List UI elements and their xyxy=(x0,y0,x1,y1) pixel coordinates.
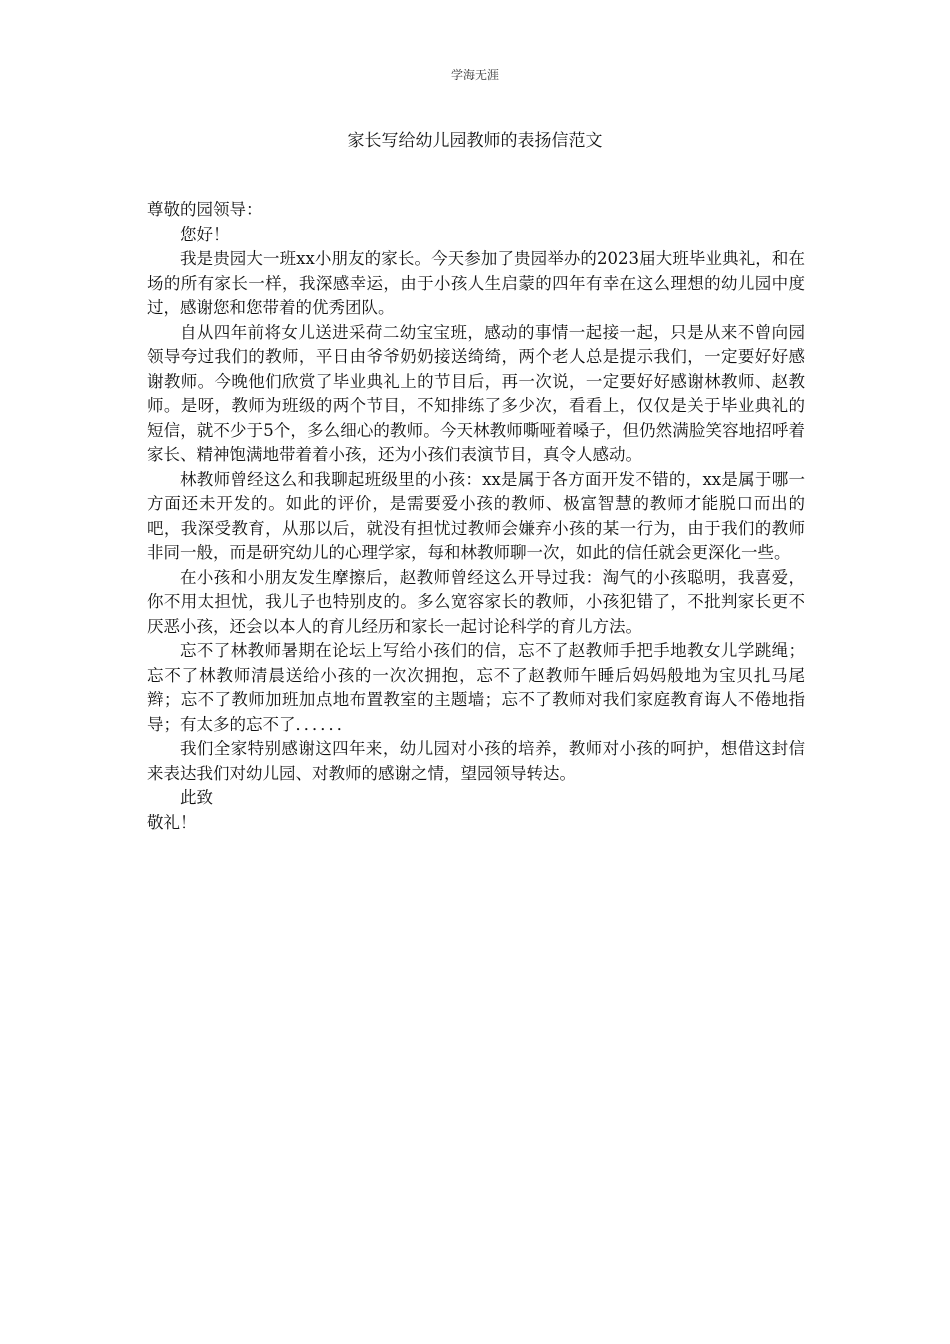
paragraph-4: 在小孩和小朋友发生摩擦后，赵教师曾经这么开导过我：淘气的小孩聪明，我喜爱，你不用太担忧，我儿子也特别皮的。多么宽容家长的教师，小孩犯错了，不批判家长更不厌恶小孩，还会以本人的育儿经历和家长一起讨论科学的育儿方法。 xyxy=(147,567,805,636)
paragraph-6: 我们全家特别感谢这四年来，幼儿园对小孩的培养，教师对小孩的呵护，想借这封信来表达我们对幼儿园、对教师的感谢之情，望园领导转达。 xyxy=(147,739,805,783)
paragraph-1: 我是贵园大一班xx小朋友的家长。今天参加了贵园举办的2023届大班毕业典礼，和在场的所有家长一样，我深感幸运，由于小孩人生启蒙的四年有幸在这么理想的幼儿园中度过，感谢您和您带着的优秀团队。 xyxy=(147,249,805,317)
greeting: 您好！ xyxy=(180,224,230,244)
closing-line-1: 此致 xyxy=(180,788,213,807)
salutation: 尊敬的园领导： xyxy=(147,200,263,219)
paragraph-3: 林教师曾经这么和我聊起班级里的小孩：xx是属于各方面开发不错的，xx是属于哪一方面还未开发的。如此的评价，是需要爱小孩的教师、极富智慧的教师才能脱口而出的吧，我深受教育，从那以后，就没有担忧过教师会嫌弃小孩的某一行为，由于我们的教师非同一般，而是研究幼儿的心理学家，每和林教师聊一次，如此的信任就会更深化一些。 xyxy=(147,469,805,562)
document-title: 家长写给幼儿园教师的表扬信范文 xyxy=(347,131,603,151)
page-header: 学海无涯 xyxy=(450,68,499,82)
closing-line-2: 敬礼！ xyxy=(147,812,197,832)
letter-body xyxy=(147,198,805,835)
paragraph-5: 忘不了林教师暑期在论坛上写给小孩们的信，忘不了赵教师手把手地教女儿学跳绳；忘不了林教师清晨送给小孩的一次次拥抱，忘不了赵教师午睡后妈妈般地为宝贝扎马尾辫；忘不了教师加班加点地布置教室的主题墙；忘不了教师对我们家庭教育诲人不倦地指导；有太多的忘不了．．．．．． xyxy=(147,641,805,734)
paragraph-2: 自从四年前将女儿送进采荷二幼宝宝班，感动的事情一起接一起，只是从来不曾向园领导夸过我们的教师，平日由爷爷奶奶接送绮绮，两个老人总是提示我们，一定要好好感谢教师。今晚他们欣赏了毕业典礼上的节目后，再一次说，一定要好好感谢林教师、赵教师。是呀，教师为班级的两个节目，不知排练了多少次，看看上，仅仅是关于毕业典礼的短信，就不少于5个，多么细心的教师。今天林教师嘶哑着嗓子，但仍然满脸笑容地招呼着家长、精神饱满地带着着小孩，还为小孩们表演节目，真令人感动。 xyxy=(147,322,805,464)
